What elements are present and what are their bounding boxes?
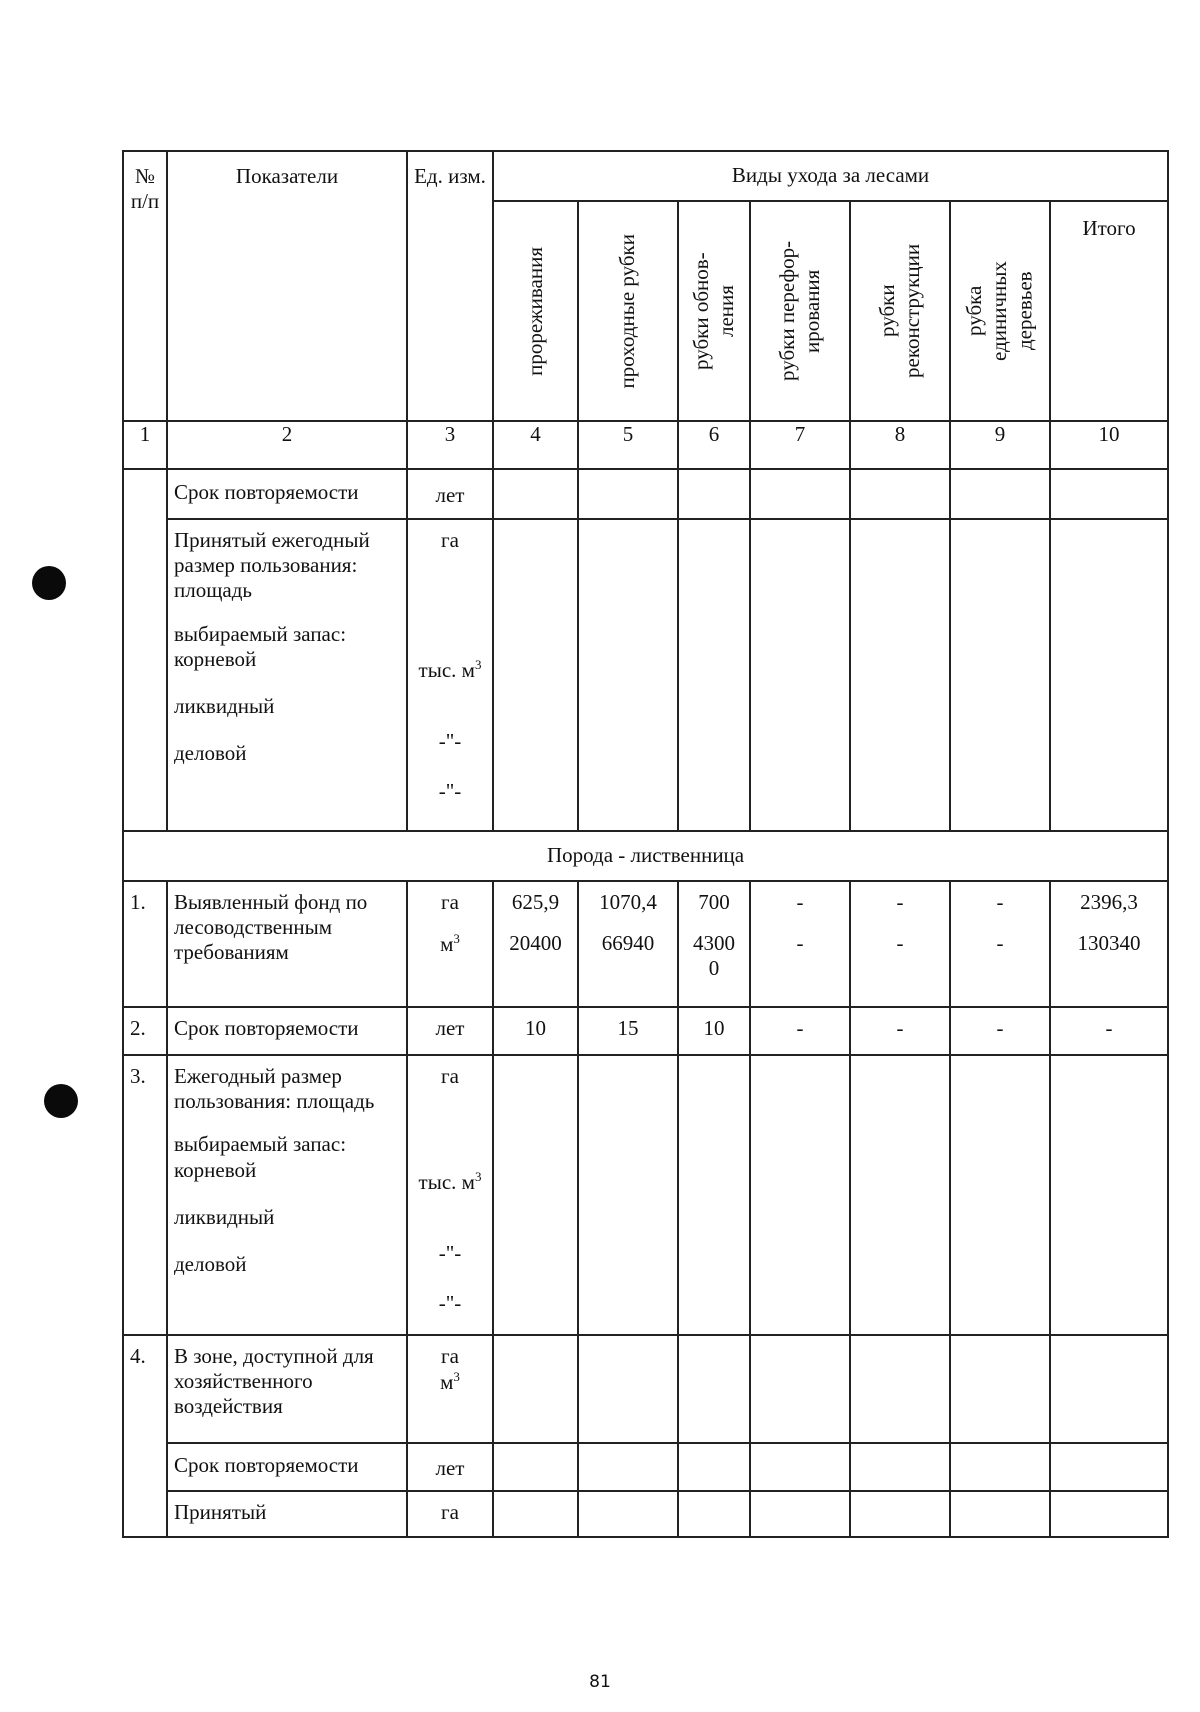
row-number: 3. xyxy=(123,1055,167,1335)
colnum-10: 10 xyxy=(1050,421,1168,469)
cell-value: - - xyxy=(850,881,950,1007)
header-type-6: рубка единичных деревьев xyxy=(950,201,1050,421)
table-row xyxy=(123,1055,1168,1335)
page-number: 81 xyxy=(589,1672,611,1692)
cell-value: - xyxy=(850,1007,950,1055)
colnum-9: 9 xyxy=(950,421,1050,469)
row-label: Срок повторяемости xyxy=(167,1007,407,1055)
cell-value: 625,9 20400 xyxy=(493,881,578,1007)
cell-value: 15 xyxy=(578,1007,678,1055)
cell-value: - - xyxy=(950,881,1050,1007)
column-number-row xyxy=(123,421,1168,469)
row-number: 1. xyxy=(123,881,167,1007)
header-unit: Ед. изм. xyxy=(407,151,493,421)
header-type-5: рубки реконструкции xyxy=(850,201,950,421)
cell-value: - - xyxy=(750,881,850,1007)
table-row xyxy=(123,1443,1168,1491)
table-row xyxy=(123,1335,1168,1443)
colnum-7: 7 xyxy=(750,421,850,469)
table-row xyxy=(123,519,1168,831)
table-row xyxy=(123,469,1168,519)
header-total: Итого xyxy=(1050,201,1168,421)
binder-hole-2 xyxy=(44,1084,78,1118)
forest-care-table xyxy=(122,150,1169,1538)
table-row xyxy=(123,1491,1168,1537)
row-label: Выявленный фонд по лесоводственным требованиям xyxy=(167,881,407,1007)
top-usage-units: га тыс. $м^3$ -"- -"- xyxy=(407,519,493,831)
cell-value: - xyxy=(1050,1007,1168,1055)
header-type-1: прореживания xyxy=(493,201,578,421)
binder-hole-1 xyxy=(32,566,66,600)
cell-value: 10 xyxy=(678,1007,750,1055)
row-label: В зоне, доступной для хозяйственного воздействия xyxy=(167,1335,407,1443)
colnum-4: 4 xyxy=(493,421,578,469)
row-unit: га $м^3$ xyxy=(407,881,493,1007)
row-label: Ежегодный размер пользования: площадь выбираемый запас: корневой ликвидный деловой xyxy=(167,1055,407,1335)
header-type-4: рубки перефор-ирования xyxy=(750,201,850,421)
cell-value: 10 xyxy=(493,1007,578,1055)
colnum-1: 1 xyxy=(123,421,167,469)
cell-value: - xyxy=(950,1007,1050,1055)
section-row xyxy=(123,831,1168,881)
row-unit: га тыс. $м^3$ -"- -"- xyxy=(407,1055,493,1335)
row-unit: га $м^3$ xyxy=(407,1335,493,1443)
section-title: Порода - лиственница xyxy=(123,831,1168,881)
cell-value: 700 4300 0 xyxy=(678,881,750,1007)
row-label: Принятый xyxy=(167,1491,407,1537)
top-repeat-label: Срок повторяемости xyxy=(167,469,407,519)
row-number: 4. xyxy=(123,1335,167,1537)
header-type-2: проходные рубки xyxy=(578,201,678,421)
table-row xyxy=(123,881,1168,1007)
row-label: Срок повторяемости xyxy=(167,1443,407,1491)
row-unit: лет xyxy=(407,1007,493,1055)
table-row xyxy=(123,1007,1168,1055)
top-repeat-unit: лет xyxy=(407,469,493,519)
header-type-3: рубки обнов-ления xyxy=(678,201,750,421)
top-usage-labels: Принятый ежегодный размер пользования: площадь выбираемый запас: корневой ликвидный деловой xyxy=(167,519,407,831)
colnum-5: 5 xyxy=(578,421,678,469)
row-number: 2. xyxy=(123,1007,167,1055)
colnum-6: 6 xyxy=(678,421,750,469)
cell-value: - xyxy=(750,1007,850,1055)
cell-value: 1070,4 66940 xyxy=(578,881,678,1007)
cell-value: 2396,3 130340 xyxy=(1050,881,1168,1007)
colnum-8: 8 xyxy=(850,421,950,469)
row-unit: лет xyxy=(407,1443,493,1491)
colnum-2: 2 xyxy=(167,421,407,469)
row-unit: га xyxy=(407,1491,493,1537)
header-num: № п/п xyxy=(123,151,167,421)
colnum-3: 3 xyxy=(407,421,493,469)
header-group: Виды ухода за лесами xyxy=(493,151,1168,201)
header-indicator: Показатели xyxy=(167,151,407,421)
